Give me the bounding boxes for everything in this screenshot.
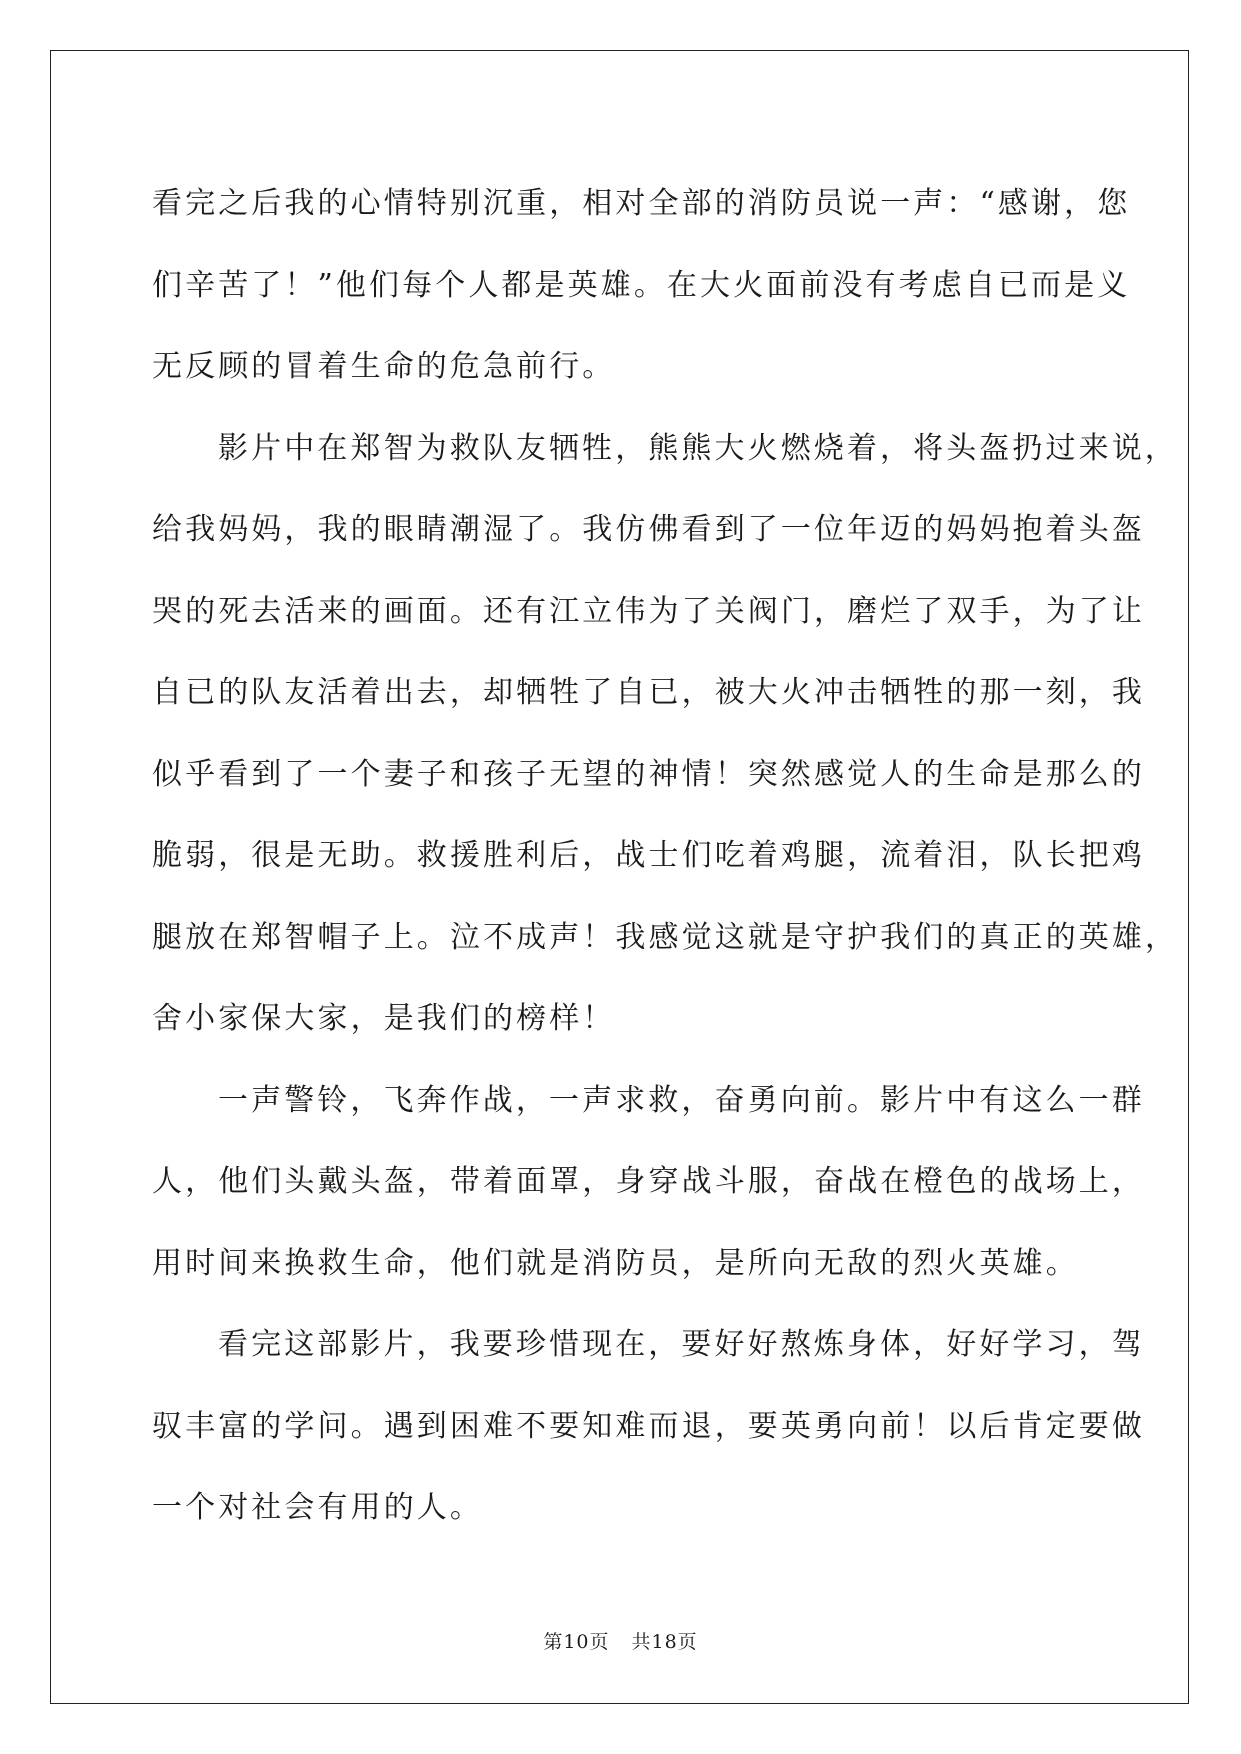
paragraph-2: [152, 408, 1179, 1060]
paragraph-line: 给我妈妈，我的眼睛潮湿了。我仿佛看到了一位年迈的妈妈抱着头盔: [152, 512, 1145, 547]
paragraph-4: [152, 1304, 1145, 1549]
paragraph-line: 似乎看到了一个妻子和孩子无望的神情！突然感觉人的生命是那么的: [152, 756, 1145, 792]
page-footer: [0, 1627, 1241, 1654]
paragraph-line: 驭丰富的学问。遇到困难不要知难而退，要英勇向前！以后肯定要做: [152, 1408, 1145, 1444]
paragraph-line: 一个对社会有用的人。: [152, 1490, 483, 1525]
paragraph-line: 自已的队友活着出去，却牺牲了自已，被大火冲击牺牲的那一刻，我: [152, 675, 1145, 710]
paragraph-line: 哭的死去活来的画面。还有江立伟为了关阀门，磨烂了双手，为了让: [152, 593, 1145, 629]
paragraph-line: 看完这部影片，我要珍惜现在，要好好熬炼身体，好好学习，驾: [218, 1327, 1145, 1362]
paragraph-line: 无反顾的冒着生命的危急前行。: [152, 349, 616, 384]
paragraph-line: 看完之后我的心情特别沉重，相对全部的消防员说一声：“感谢，您: [152, 186, 1131, 221]
paragraph-1: [152, 163, 1131, 408]
paragraph-line: 影片中在郑智为救队友牺牲，熊熊大火燃烧着，将头盔扔过来说，: [218, 430, 1178, 466]
paragraph-line: 腿放在郑智帽子上。泣不成声！我感觉这就是守护我们的真正的英雄，: [152, 919, 1179, 955]
paragraph-line: 人，他们头戴头盔，带着面罩，身穿战斗服，奋战在橙色的战场上，: [152, 1164, 1145, 1199]
paragraph-line: 用时间来换救生命，他们就是消防员，是所向无敌的烈火英雄。: [152, 1245, 1079, 1281]
document-body: [152, 163, 1179, 1549]
total-pages-label: 共18页: [631, 1631, 698, 1653]
paragraph-3: [152, 1060, 1145, 1305]
paragraph-line: 一声警铃，飞奔作战，一声求救，奋勇向前。影片中有这么一群: [218, 1082, 1145, 1118]
paragraph-line: 们辛苦了！”他们每个人都是英雄。在大火面前没有考虑自已而是义: [152, 267, 1131, 303]
paragraph-line: 舍小家保大家，是我们的榜样！: [152, 1001, 616, 1036]
paragraph-line: 脆弱，很是无助。救援胜利后，战士们吃着鸡腿，流着泪，队长把鸡: [152, 838, 1145, 873]
current-page-label: 第10页: [543, 1631, 610, 1653]
